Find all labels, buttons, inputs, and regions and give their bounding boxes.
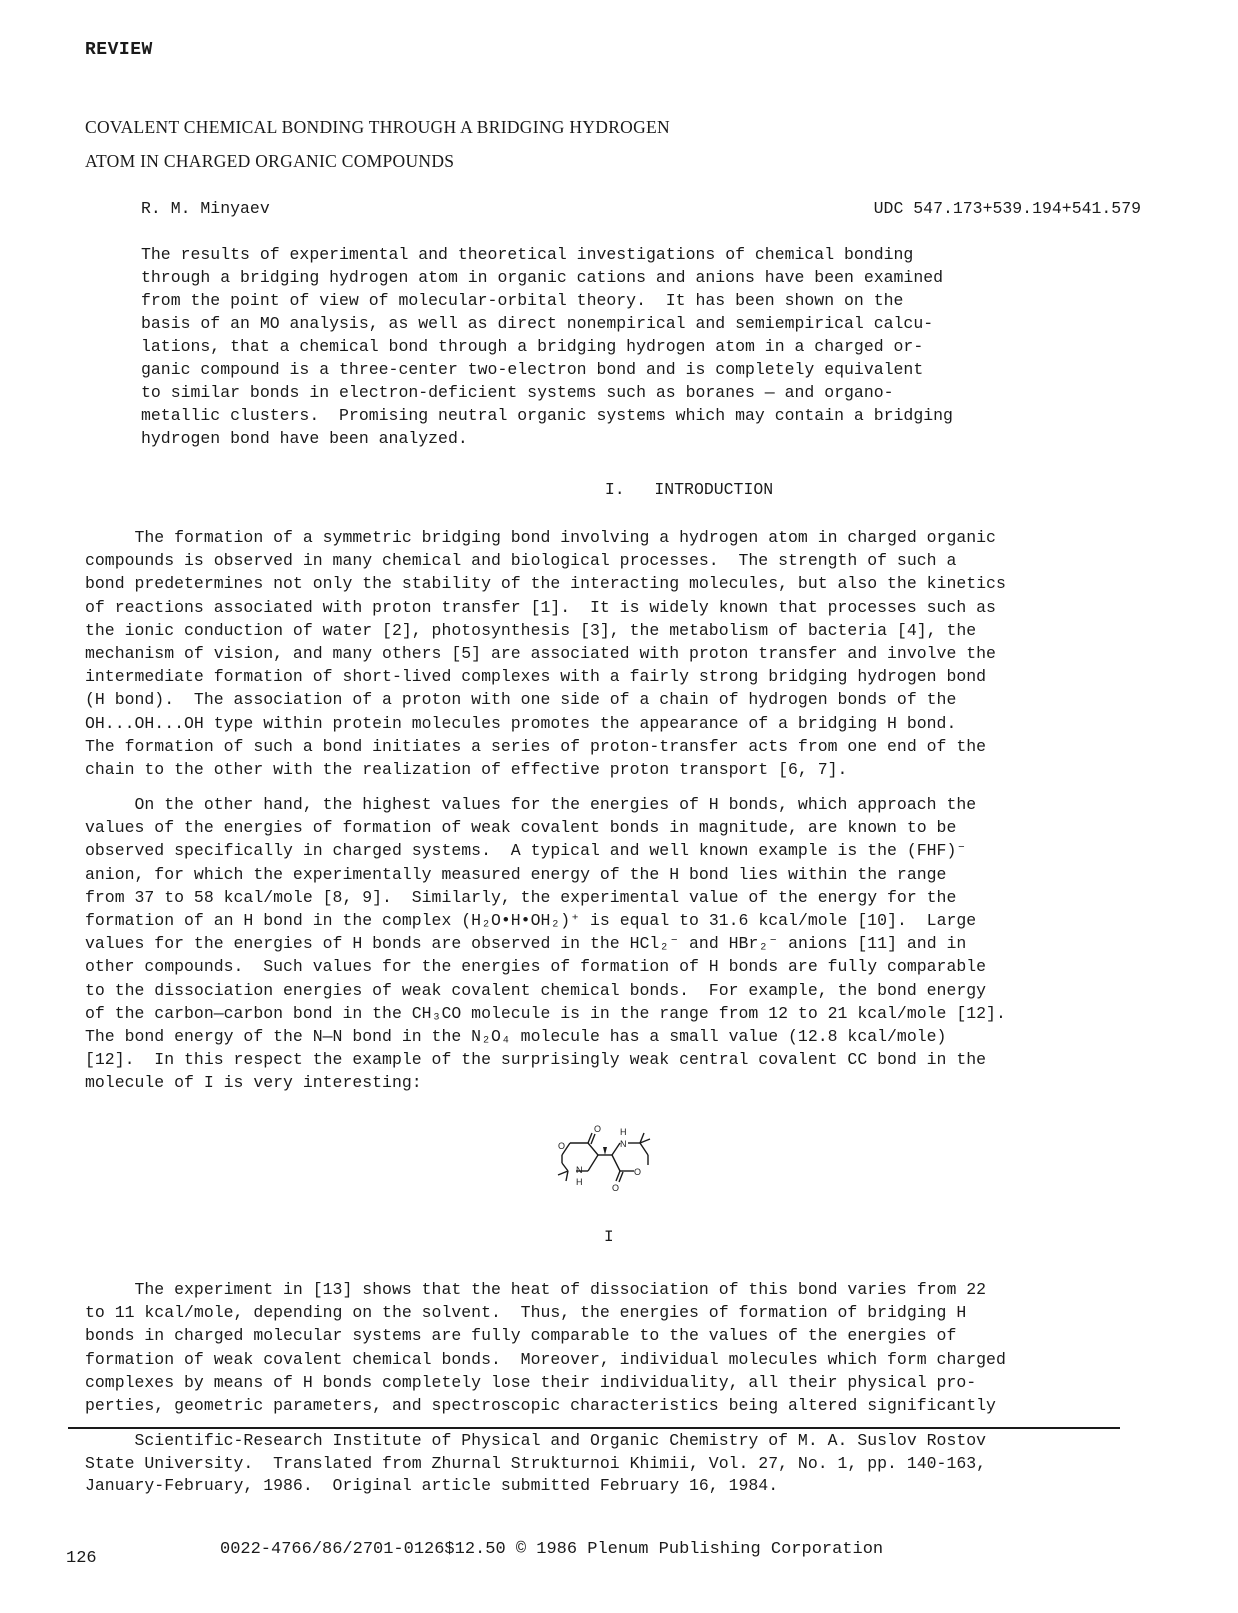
section-tag: REVIEW [85,40,153,60]
body-line: the ionic conduction of water [2], photosynthesis [3], the metabolism of bacteria [4], the [85,620,977,640]
atom-h-bottom: H [576,1177,583,1187]
article-title-line-2: ATOM IN CHARGED ORGANIC COMPOUNDS [85,151,455,171]
body-line: formation of weak covalent chemical bonds. Moreover, individual molecules which form charged [85,1349,1006,1369]
abstract-line: from the point of view of molecular-orbital theory. It has been shown on the [141,291,904,310]
body-line: [12]. In this respect the example of the surprisingly weak central covalent CC bond in the [85,1050,987,1070]
body-line: The formation of such a bond initiates a series of proton-transfer acts from one end of the [85,736,987,756]
body-line: to 11 kcal/mole, depending on the solvent. Thus, the energies of formation of bridging H [85,1303,967,1323]
footnote-line: State University. Translated from Zhurnal Strukturnoi Khimii, Vol. 27, No. 1, pp. 140-163, [85,1453,987,1473]
abstract-line: through a bridging hydrogen atom in organic cations and anions have been examined [141,268,944,287]
footnote [85,1430,1165,1498]
chemical-structure-figure [548,1125,668,1235]
paragraph-1 [85,526,1165,781]
body-line: molecule of I is very interesting: [85,1073,422,1093]
body-line: bonds in charged molecular systems are fully comparable to the values of the energies of [85,1326,957,1346]
footnote-line: January-February, 1986. Original article submitted February 16, 1984. [85,1476,779,1495]
issn-copyright: 0022-4766/86/2701-0126$12.50 © 1986 Plenum Publishing Corporation [220,1540,884,1559]
abstract-line: metallic clusters. Promising neutral organic systems which may contain a bridging [141,406,953,425]
abstract-line: The results of experimental and theoretical investigations of chemical bonding [141,245,914,264]
atom-o-ring-left: O [558,1141,566,1151]
body-line: anion, for which the experimentally measured energy of the H bond lies within the range [85,864,947,884]
body-line: OH...OH...OH type within protein molecules promotes the appearance of a bridging H bond. [85,713,957,733]
body-line: to the dissociation energies of weak covalent chemical bonds. For example, the bond energy [85,980,987,1000]
abstract-line: hydrogen bond have been analyzed. [141,429,468,448]
section-title: INTRODUCTION [654,480,774,499]
footnote-line: Scientific-Research Institute of Physical and Organic Chemistry of M. A. Suslov Rostov [85,1431,987,1450]
udc-code: UDC 547.173+539.194+541.579 [873,199,1141,218]
footnote-divider [68,1427,1120,1429]
abstract [141,243,1141,450]
body-line: formation of an H bond in the complex (H₂O•H•OH₂)⁺ is equal to 31.6 kcal/mole [10]. Large [85,911,977,931]
body-line: The bond energy of the N—N bond in the N₂O₄ molecule has a small value (12.8 kcal/mole) [85,1027,947,1047]
article-title-line-1: COVALENT CHEMICAL BONDING THROUGH A BRIDGING HYDROGEN [85,117,670,137]
paragraph-2 [85,793,1165,1095]
atom-n-bottom: N [576,1165,583,1175]
body-line: mechanism of vision, and many others [5] are associated with proton transfer and involve the [85,644,996,664]
page-number: 126 [66,1549,97,1568]
body-line: other compounds. Such values for the energies of formation of H bonds are fully comparable [85,957,987,977]
section-heading [0,480,1238,499]
abstract-line: to similar bonds in electron-deficient systems such as boranes — and organo- [141,383,894,402]
body-line: compounds is observed in many chemical and biological processes. The strength of such a [85,551,957,571]
body-line: of the carbon—carbon bond in the CH₃CO molecule is in the range from 12 to 21 kcal/mole [12]. [85,1003,1006,1023]
body-line: On the other hand, the highest values for the energies of H bonds, which approach the [85,795,977,814]
section-numeral: I. [604,480,625,499]
atom-o-carbonyl-left: O [594,1125,602,1134]
author: R. M. Minyaev [141,199,270,218]
paragraph-3 [85,1278,1165,1417]
body-line: from 37 to 58 kcal/mole [8, 9]. Similarly, the experimental value of the energy for the [85,887,957,907]
body-line: (H bond). The association of a proton with one side of a chain of hydrogen bonds of the [85,690,957,710]
body-line: observed specifically in charged systems. A typical and well known example is the (FHF)⁻ [85,841,967,861]
figure-label: I [604,1228,614,1246]
atom-h-top: H [620,1127,627,1137]
body-line: perties, geometric parameters, and spectroscopic characteristics being altered significantly [85,1396,996,1416]
abstract-line: lations, that a chemical bond through a bridging hydrogen atom in a charged or- [141,337,924,356]
atom-o-carbonyl-right: O [612,1183,620,1193]
body-line: The experiment in [13] shows that the heat of dissociation of this bond varies from 22 [85,1280,987,1299]
body-line: of reactions associated with proton transfer [1]. It is widely known that processes such as [85,597,996,617]
wedge-bond-icon [603,1147,607,1155]
body-line: The formation of a symmetric bridging bond involving a hydrogen atom in charged organic [85,528,996,547]
abstract-line: basis of an MO analysis, as well as direct nonempirical and semiempirical calcu- [141,314,934,333]
body-line: values of the energies of formation of weak covalent bonds in magnitude, are known to be [85,818,957,838]
atom-n-top: N [620,1139,627,1149]
body-line: values for the energies of H bonds are observed in the HCl₂⁻ and HBr₂⁻ anions [11] and in [85,934,967,954]
body-line: complexes by means of H bonds completely lose their individuality, all their physical pro- [85,1372,977,1392]
body-line: intermediate formation of short-lived complexes with a fairly strong bridging hydrogen bond [85,667,987,687]
body-line: chain to the other with the realization of effective proton transport [6, 7]. [85,760,848,780]
atom-o-ring-right: O [634,1167,642,1177]
body-line: bond predetermines not only the stability of the interacting molecules, but also the kinetics [85,574,1006,594]
abstract-line: ganic compound is a three-center two-electron bond and is completely equivalent [141,360,924,379]
